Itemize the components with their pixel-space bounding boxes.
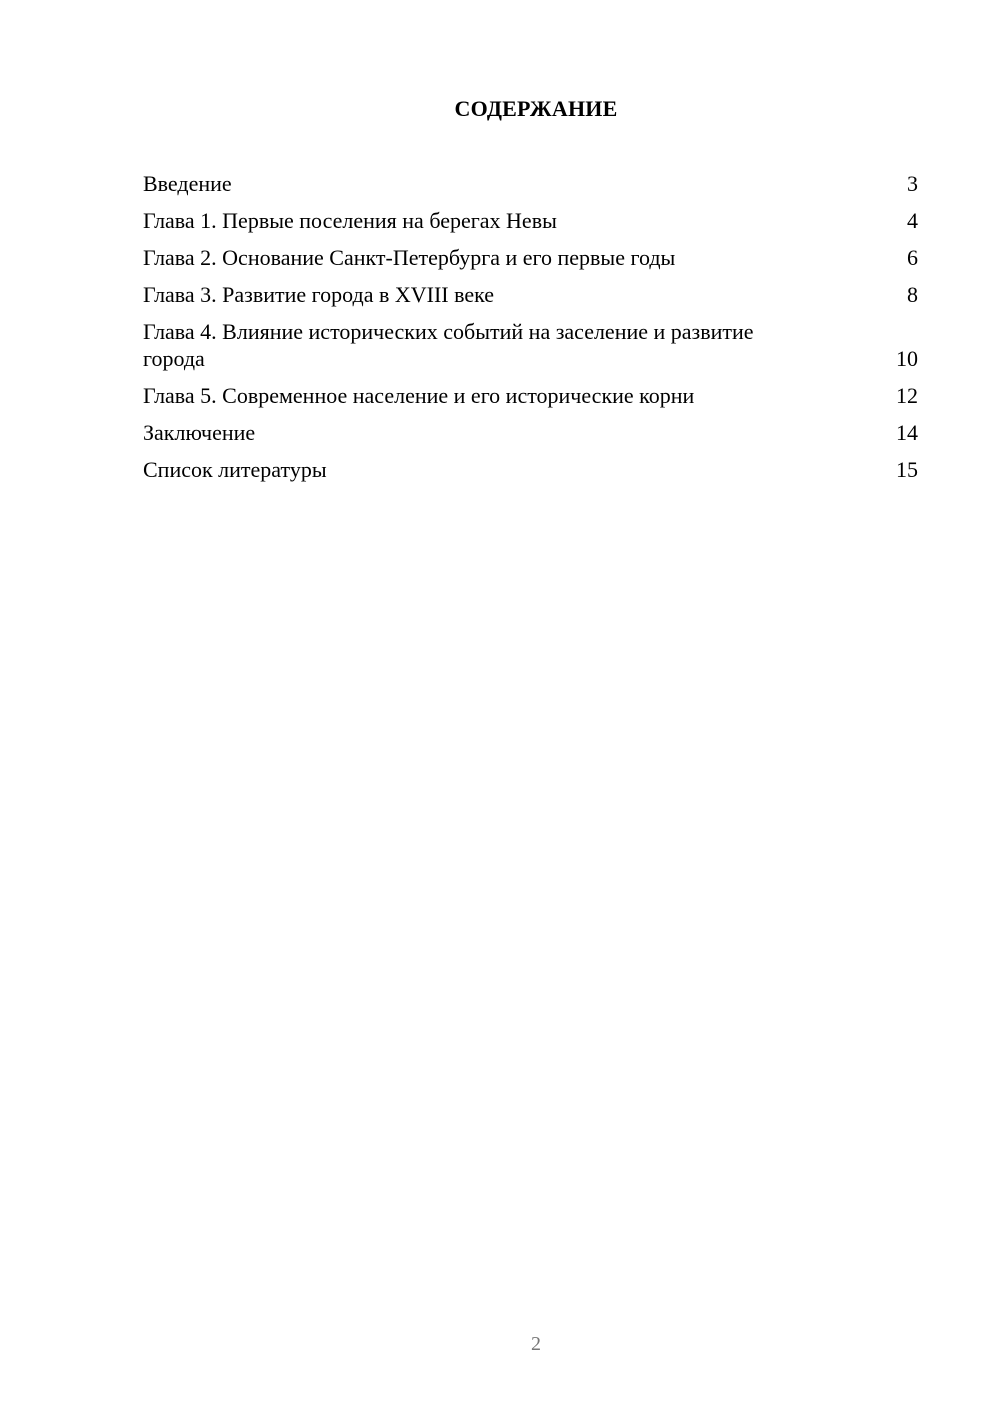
toc-item-label: Список литературы xyxy=(143,457,327,482)
toc-item-page: 3 xyxy=(907,171,918,196)
table-of-contents xyxy=(143,170,918,493)
toc-item-chapter-5 xyxy=(143,382,918,409)
toc-item-label: Введение xyxy=(143,171,232,196)
page-number: 2 xyxy=(531,1333,541,1355)
toc-item-introduction xyxy=(143,170,918,197)
toc-item-chapter-3 xyxy=(143,281,918,308)
page-title: СОДЕРЖАНИЕ xyxy=(454,96,618,121)
toc-item-page: 4 xyxy=(907,208,918,233)
toc-item-label: Заключение xyxy=(143,420,256,445)
toc-item-conclusion xyxy=(143,419,918,446)
toc-item-label: Глава 3. Развитие города в XVIII веке xyxy=(143,282,495,307)
toc-item-page: 8 xyxy=(907,282,918,307)
toc-item-chapter-4 xyxy=(143,318,918,372)
toc-item-page: 15 xyxy=(896,457,918,482)
toc-item-page: 14 xyxy=(896,420,918,445)
toc-item-page: 10 xyxy=(896,346,918,371)
toc-item-bibliography xyxy=(143,456,918,483)
toc-item-label: Глава 4. Влияние исторических событий на заселение и развитие города xyxy=(143,319,754,371)
toc-item-label: Глава 2. Основание Санкт-Петербурга и его первые годы xyxy=(143,245,676,270)
toc-item-page: 12 xyxy=(896,383,918,408)
toc-item-page: 6 xyxy=(907,245,918,270)
toc-item-label: Глава 1. Первые поселения на берегах Невы xyxy=(143,208,557,233)
toc-item-label: Глава 5. Современное население и его исторические корни xyxy=(143,383,695,408)
toc-item-chapter-2 xyxy=(143,244,918,271)
toc-item-chapter-1 xyxy=(143,207,918,234)
